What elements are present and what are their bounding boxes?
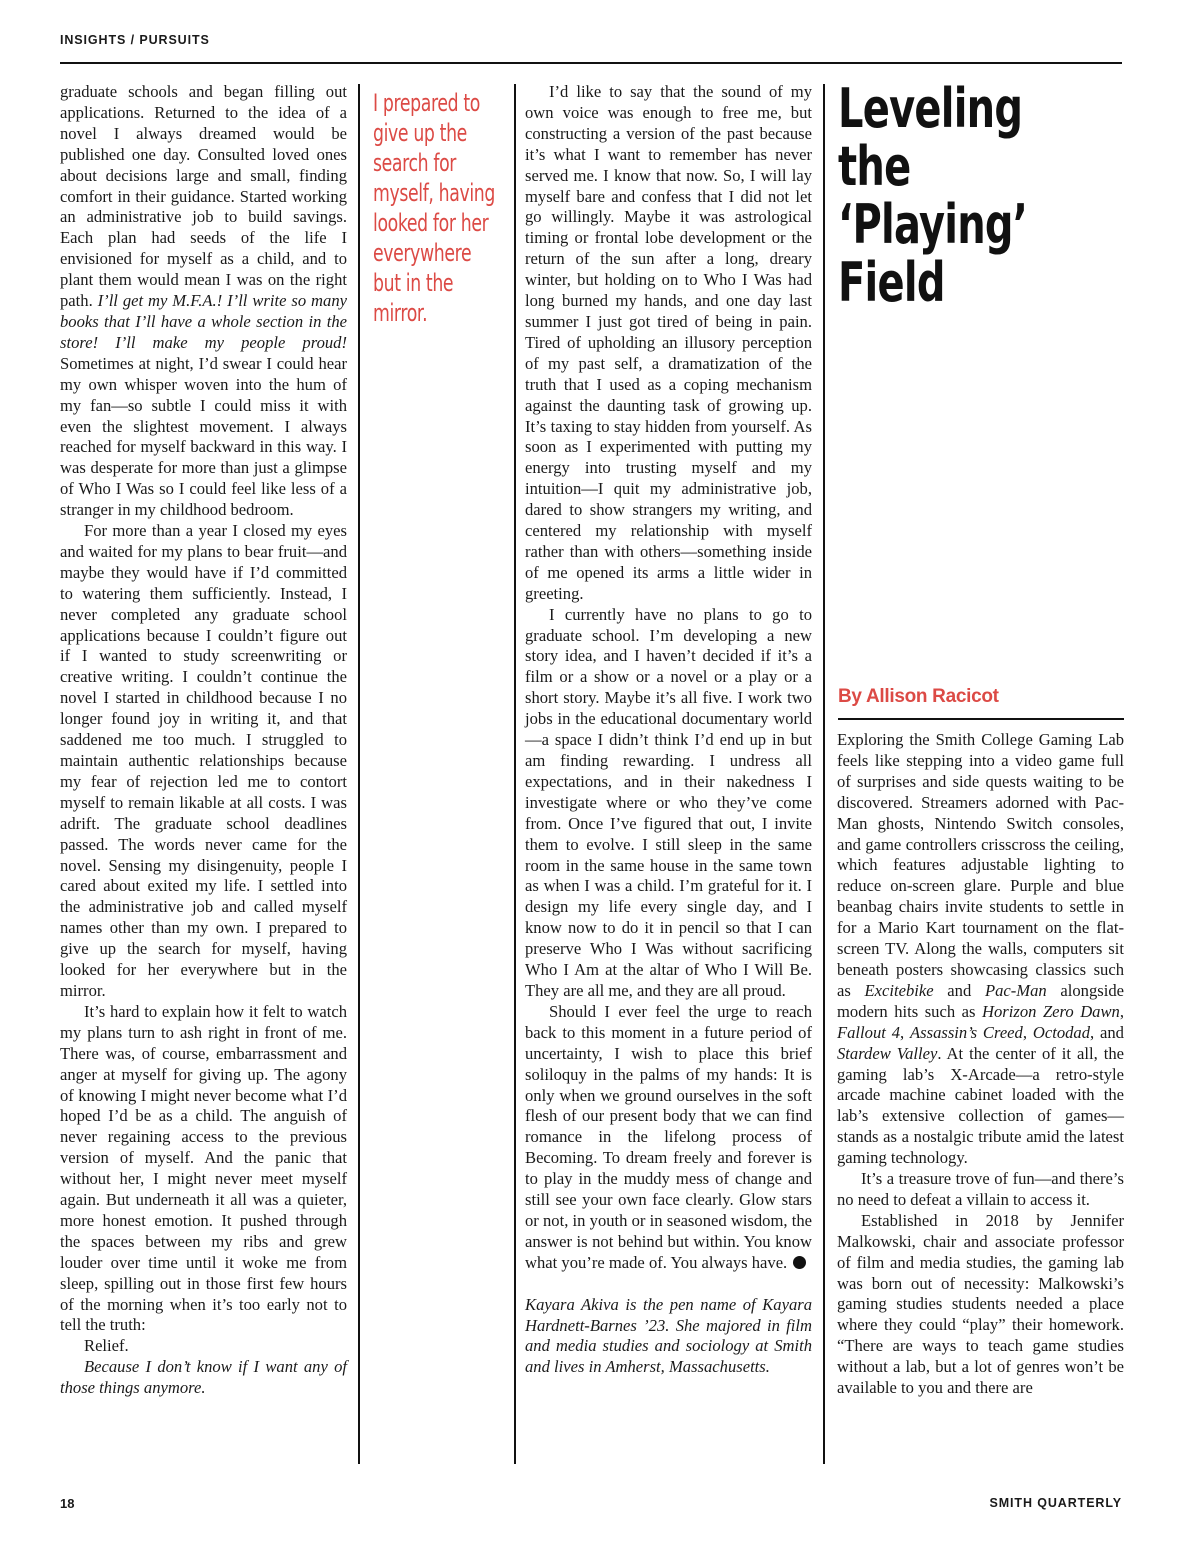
end-mark-icon [793, 1256, 806, 1269]
paragraph: For more than a year I closed my eyes and waited for my plans to bear fruit—and maybe they would have if I’d committed to watering them sufficiently. Instead, I never completed any graduate school applications because I couldn’t figure out if I wanted to study screenwriting or creative writing. I couldn’t continue the novel I started in childhood because I no longer found joy in writing it, and that saddened me too much. I struggled to maintain authentic relationships because my fear of rejection led me to contort myself to remain likable at all costs. I was adrift. The graduate school deadlines passed. The words never came for the novel. Sensing my disingenuity, people I cared about exited my life. I settled into the administrative job and called myself names other than my own. I prepared to give up the search for myself, having looked for her everywhere but in the mirror. [60, 521, 347, 1000]
byline-divider [838, 718, 1124, 720]
italic-aside: I’ll get my M.F.A.! I’ll write so many books that I’ll have a whole section in the store! I’ll make my people proud! [60, 291, 347, 352]
column-divider [514, 84, 516, 1464]
paragraph: Exploring the Smith College Gaming Lab feels like stepping into a video game full of surprises and side quests waiting to be discovered. Streamers adorned with Pac-Man ghosts, Nintendo Switch consoles, and game controllers crisscross the ceiling, which features adjustable lighting to reduce on-screen glare. Purple and blue beanbag chairs invite students to settle in for a Mario Kart tournament on the flat-screen TV. Along the walls, computers sit beneath posters showcasing classics such as Excitebike and Pac-Man alongside modern hits such as Horizon Zero Dawn, Fallout 4, Assassin’s Creed, Octodad, and Stardew Valley. At the center of it all, the gaming lab’s X-Arcade—a retro-style arcade machine cabinet loaded with the lab’s extensive collection of games—stands as a nostalgic tribute amid the latest gaming technology. [837, 730, 1125, 1168]
paragraph: I’d like to say that the sound of my own voice was enough to free me, but constructing a version of the past because it’s what I want to remember has never served me. I know that now. So, I will lay myself bare and confess that I did not let go willingly. Maybe it was astrological timing or frontal lobe development or the return of the sun after a long, dreary winter, but holding on to Who I Was had long burned my hands, and one day last summer I just got tired of being in pain. Tired of upholding an illusory perception of my past self, a dramatization of the truth that I used as a coping mechanism against the daunting task of growing up. It’s taxing to stay hidden from yourself. As soon as I experimented with putting my energy into trusting myself and my intuition—I quit my administrative job, dared to show strangers my writing, and centered my relationship with myself rather than with others—something inside of me opened its arms a little wider in greeting. [525, 82, 812, 603]
page-number: 18 [60, 1496, 75, 1511]
magazine-name: SMITH QUARTERLY [989, 1496, 1122, 1510]
top-divider [60, 62, 1122, 64]
paragraph: I currently have no plans to go to graduate school. I’m developing a new story idea, and I haven’t decided if it’s a film or a show or a novel or a play or a short story. Maybe it’s all five. I work two jobs in the educational documentary world—a space I didn’t think I’d end up in but am finding rewarding. I undress all expectations, and in their nakedness I investigate where or who they’ve come from. Once I’ve figured that out, I invite them to evolve. I still sleep in the same room in the same house in the same town as when I was a child. I’m grateful for it. I design my life every single day, and I know now to do it in pencil so that I can preserve Who I Was without sacrificing Who I Am at the altar of Who I Will Be. They are all me, and they are all proud. [525, 604, 812, 1000]
paragraph: Relief. [84, 1336, 129, 1356]
column-divider [358, 84, 360, 1464]
column-divider [823, 84, 825, 1464]
essay-column-1 [60, 82, 347, 1399]
author-bio: Kayara Akiva is the pen name of Kayara Hardnett-Barnes ’23. She majored in film and media studies and sociology at Smith and lives in Amherst, Massachusetts. [525, 1294, 812, 1377]
paragraph: graduate schools and began filling out applications. Returned to the idea of a novel I always dreamed would be published one day. Consulted loved ones about decisions large and small, finding comfort in their guidance. Started working an administrative job to build savings. Each plan had seeds of the life I envisioned for myself as a child, and to plant them would mean I was on the right path. I’ll get my M.F.A.! I’ll write so many books that I’ll have a whole section in the store! I’ll make my people proud! Sometimes at night, I’d swear I could hear my own whisper woven into the hum of my fan—so subtle I could miss it with even the slightest movement. I always reached for myself backward in this way. I was desperate for more than just a glimpse of Who I Was so I could feel like less of a stranger in my childhood bedroom. [60, 82, 347, 520]
paragraph: It’s hard to explain how it felt to watch my plans turn to ash right in front of me. There was, of course, embarrassment and anger at myself for giving up. The agony of knowing I might never become what I’d hoped I’d be as a child. The anguish of never regaining access to the previous version of myself. And the panic that without her, I might never meet myself again. But underneath it all was a quieter, more honest emotion. It pushed through the spaces between my ribs and grew louder over time until it woke me from sleep, spilling out in those first few hours of the morning when it’s too early not to tell the truth: [60, 1001, 347, 1335]
pull-quote: I prepared to give up the search for myself, having looked for her everywhere but in the mirror. [373, 89, 496, 327]
paragraph: Established in 2018 by Jennifer Malkowski, chair and associate professor of film and media studies, the gaming lab was born out of necessity: Malkowski’s gaming studies students needed a place where they could “play” their homework. “There are ways to teach game studies without a lab, but a lot of genres won’t be available to you and there are [837, 1210, 1124, 1398]
paragraph: It’s a treasure trove of fun—and there’s no need to defeat a villain to access it. [837, 1169, 1124, 1209]
closing-italic: Because I don’t know if I want any of those things anymore. [60, 1357, 347, 1398]
article-column [837, 730, 1124, 1399]
section-label: INSIGHTS / PURSUITS [60, 33, 210, 47]
byline: By Allison Racicot [838, 686, 999, 707]
article-headline: Leveling the ‘Playing’ Field [838, 77, 1028, 314]
essay-column-3 [525, 82, 812, 1378]
paragraph: Should I ever feel the urge to reach back to this moment in a future period of uncertainty, I wish to place this brief soliloquy in the palms of my hands: It is only when we ground ourselves in the soft flesh of our present body that we can find romance in the lifelong process of Becoming. To dream freely and forever is to play in the muddy mess of change and still see your own face clearly. Glow stars or not, in youth or in seasoned wisdom, the answer is not behind but within. You know what you’re made of. You always have. [525, 1001, 812, 1272]
